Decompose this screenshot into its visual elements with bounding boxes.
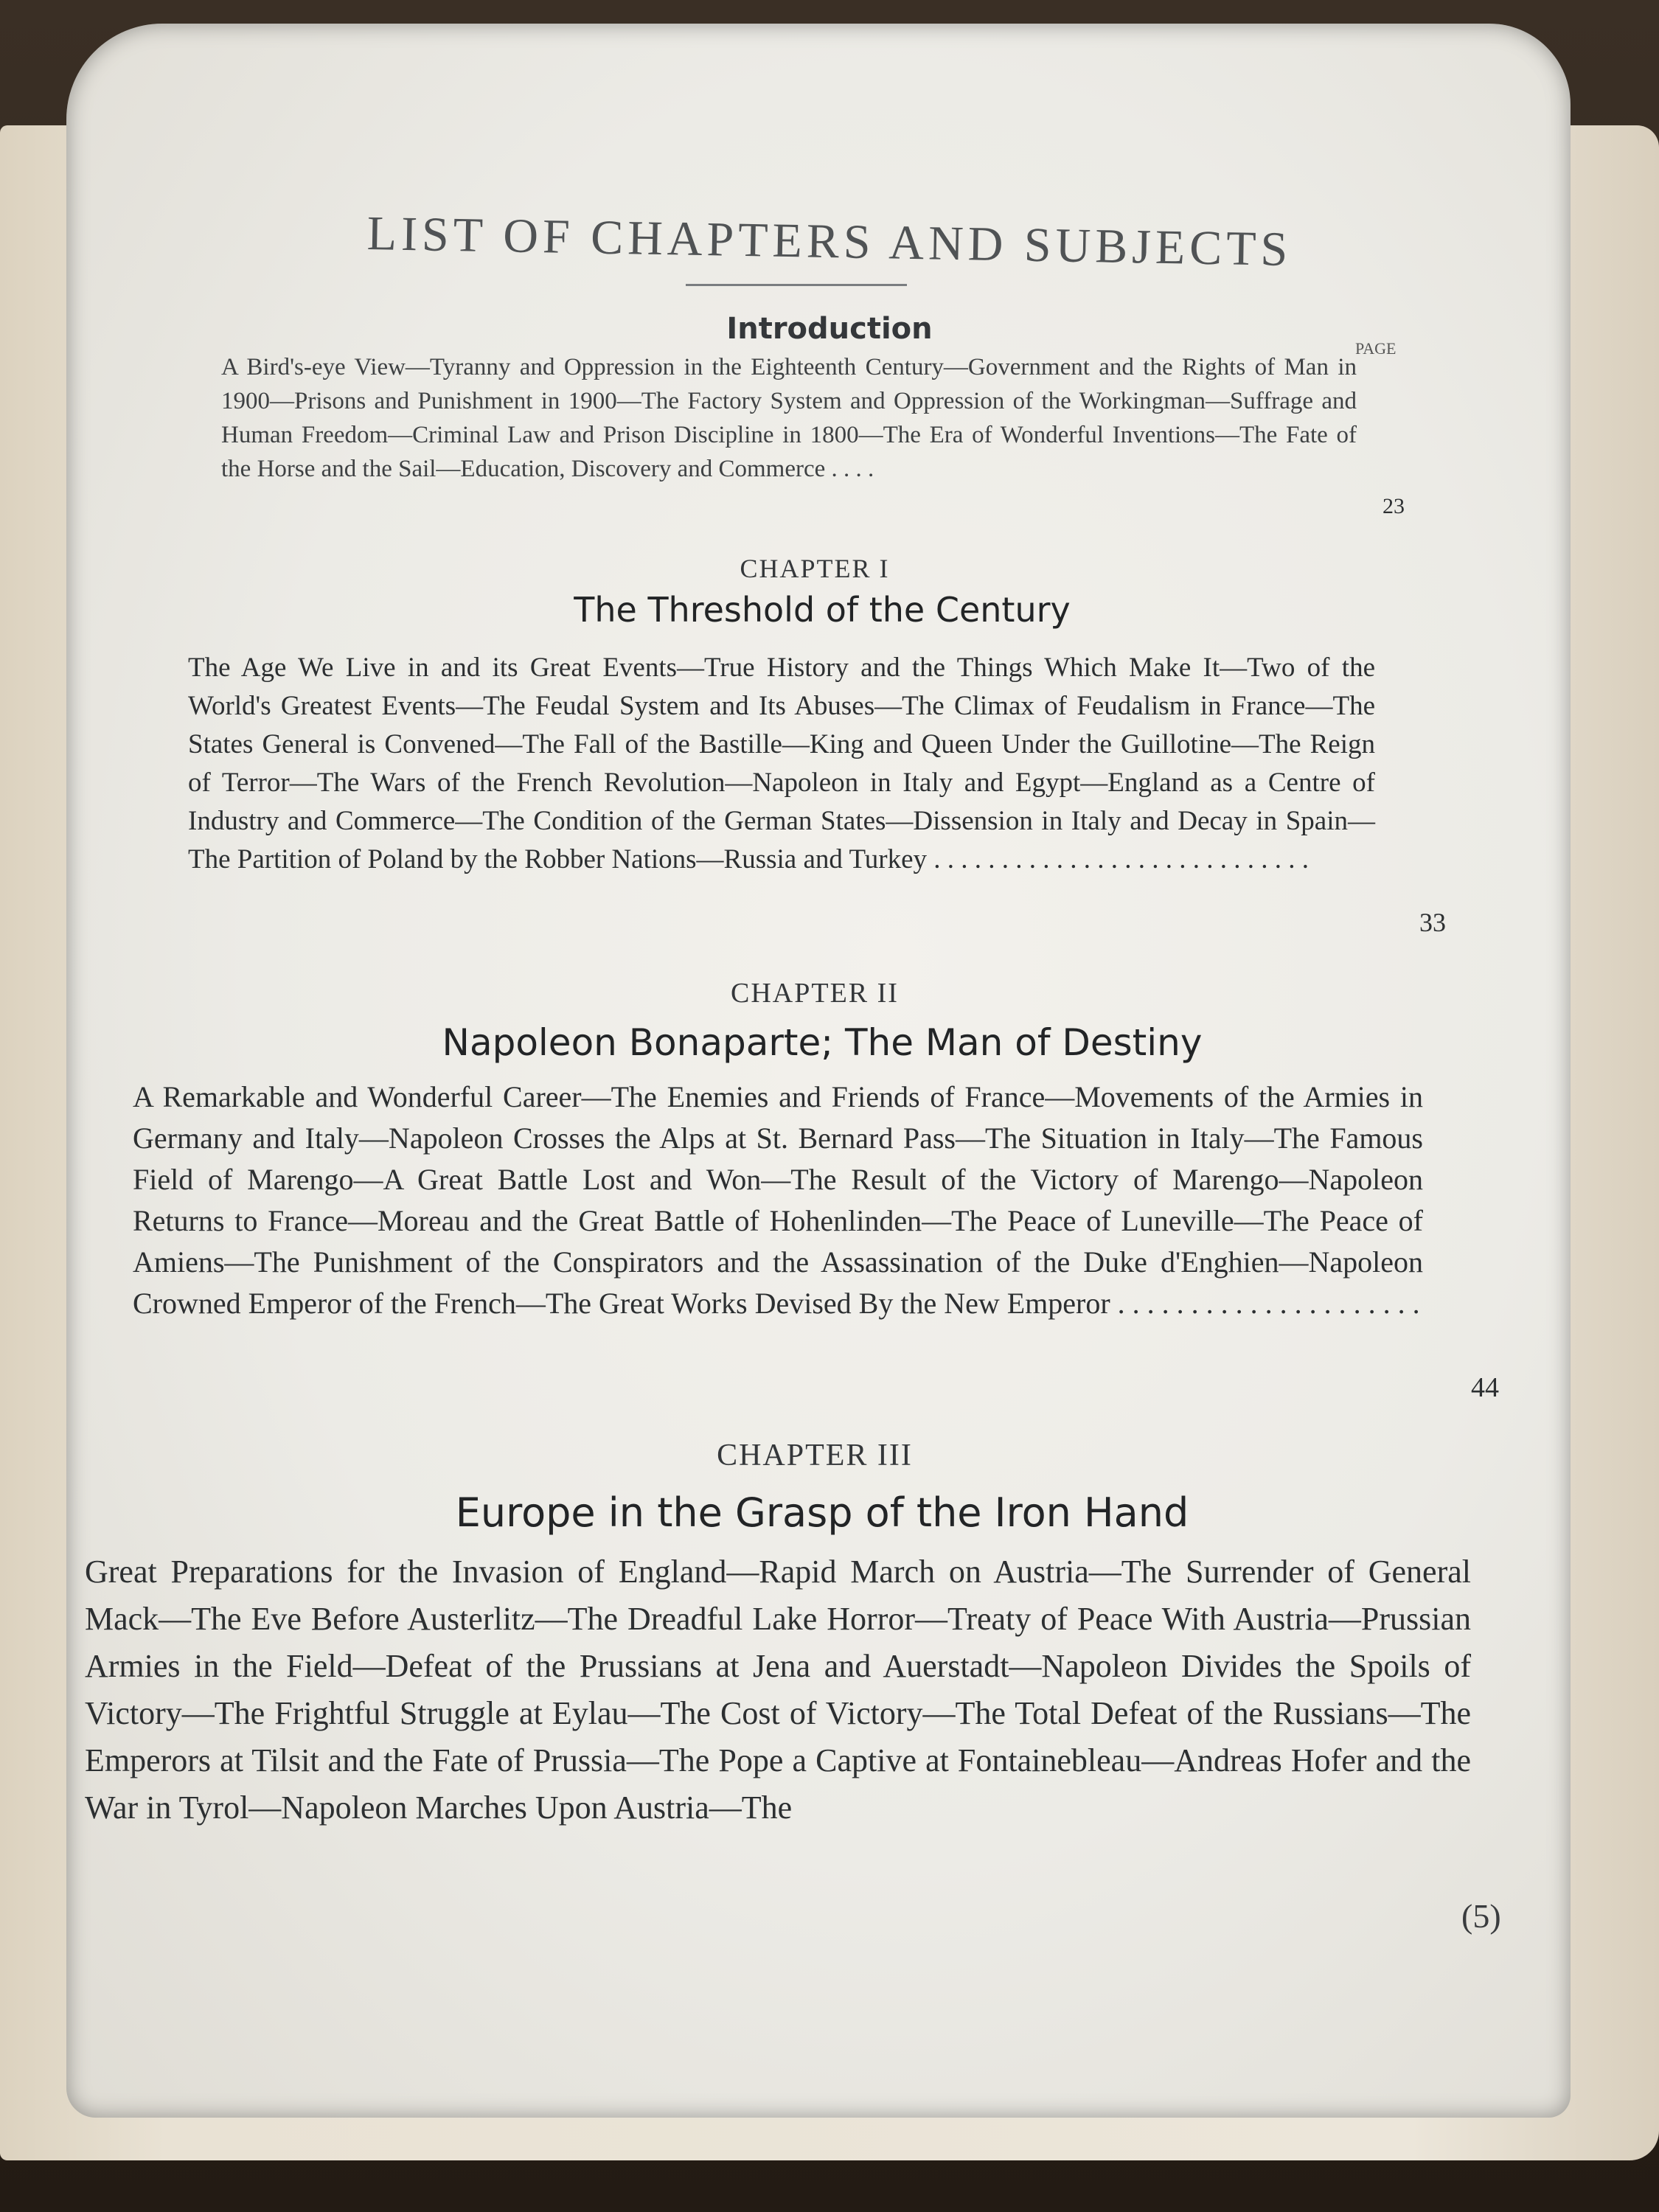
chapter-1-label: CHAPTER I [740, 554, 890, 583]
chapter-1-page-number: 33 [1419, 908, 1446, 937]
chapter-3-title: Europe in the Grasp of the Iron Hand [455, 1489, 1189, 1536]
title-rule [686, 284, 907, 286]
chapter-2-text: A Remarkable and Wonderful Career—The Enemies and Friends of France—Movements of the Armies in Germany and Italy—Napoleon Crosses the Alps at St. Bernard Pass—The Situation in Italy—The Famous Field of Marengo—A Great Battle Lost and Won—The Result of the Victory of Marengo—Napoleon Returns to France—Moreau and the Great Battle of Hohenlinden—The Peace of Luneville—The Peace of Amiens—The Punishment of the Conspirators and the Assassination of the Duke d'Enghien—Napoleon Crowned Emperor of the French—The Great Works Devised By the New Emperor . . . . . . . . . . . . . . . . . . . . . [133, 1080, 1423, 1320]
chapter-2-title: Napoleon Bonaparte; The Man of Destiny [442, 1021, 1203, 1064]
introduction-heading: Introduction [726, 312, 933, 346]
page-column-label: PAGE [1355, 339, 1397, 358]
introduction-text: A Bird's-eye View—Tyranny and Oppression in the Eighteenth Century—Government and the Rights of Man in 1900—Prisons and Punishment in 1900—The Factory System and Oppression of the Workingman—Suffrage and Human Freedom—Criminal Law and Prison Discipline in 1800—The Era of Wonderful Inventions—The Fate of the Horse and the Sail—Education, Discovery and Commerce . . . . [221, 354, 1357, 482]
folio-page-number: (5) [1461, 1897, 1501, 1935]
page-title: LIST OF CHAPTERS AND SUBJECTS [366, 206, 1293, 276]
introduction-page-number: 23 [1382, 494, 1405, 518]
chapter-3-label: CHAPTER III [717, 1439, 913, 1472]
chapter-2-page-number: 44 [1471, 1372, 1499, 1403]
chapter-1-text: The Age We Live in and its Great Events—True History and the Things Which Make It—Two of the World's Greatest Events—The Feudal System and Its Abuses—The Climax of Feudalism in France—The States General is Convened—The Fall of the Bastille—King and Queen Under the Guillotine—The Reign of Terror—The Wars of the French Revolution—Napoleon in Italy and Egypt—England as a Centre of Industry and Commerce—The Condition of the German States—Dissension in Italy and Decay in Spain—The Partition of Poland by the Robber Nations—Russia and Turkey . . . . . . . . . . . . . . . . . . . . . . . . . . . . [188, 653, 1375, 874]
chapter-1-title: The Threshold of the Century [574, 590, 1071, 630]
chapter-3-text: Great Preparations for the Invasion of England—Rapid March on Austria—The Surrender of General Mack—The Eve Before Austerlitz—The Dreadful Lake Horror—Treaty of Peace With Austria—Prussian Armies in the Field—Defeat of the Prussians at Jena and Auerstadt—Napoleon Divides the Spoils of Victory—The Frightful Struggle at Eylau—The Cost of Victory—The Total Defeat of the Russians—The Emperors at Tilsit and the Fate of Prussia—The Pope a Captive at Fontainebleau—Andreas Hofer and the War in Tyrol—Napoleon Marches Upon Austria—The [85, 1554, 1471, 1826]
chapter-2-label: CHAPTER II [731, 978, 899, 1009]
